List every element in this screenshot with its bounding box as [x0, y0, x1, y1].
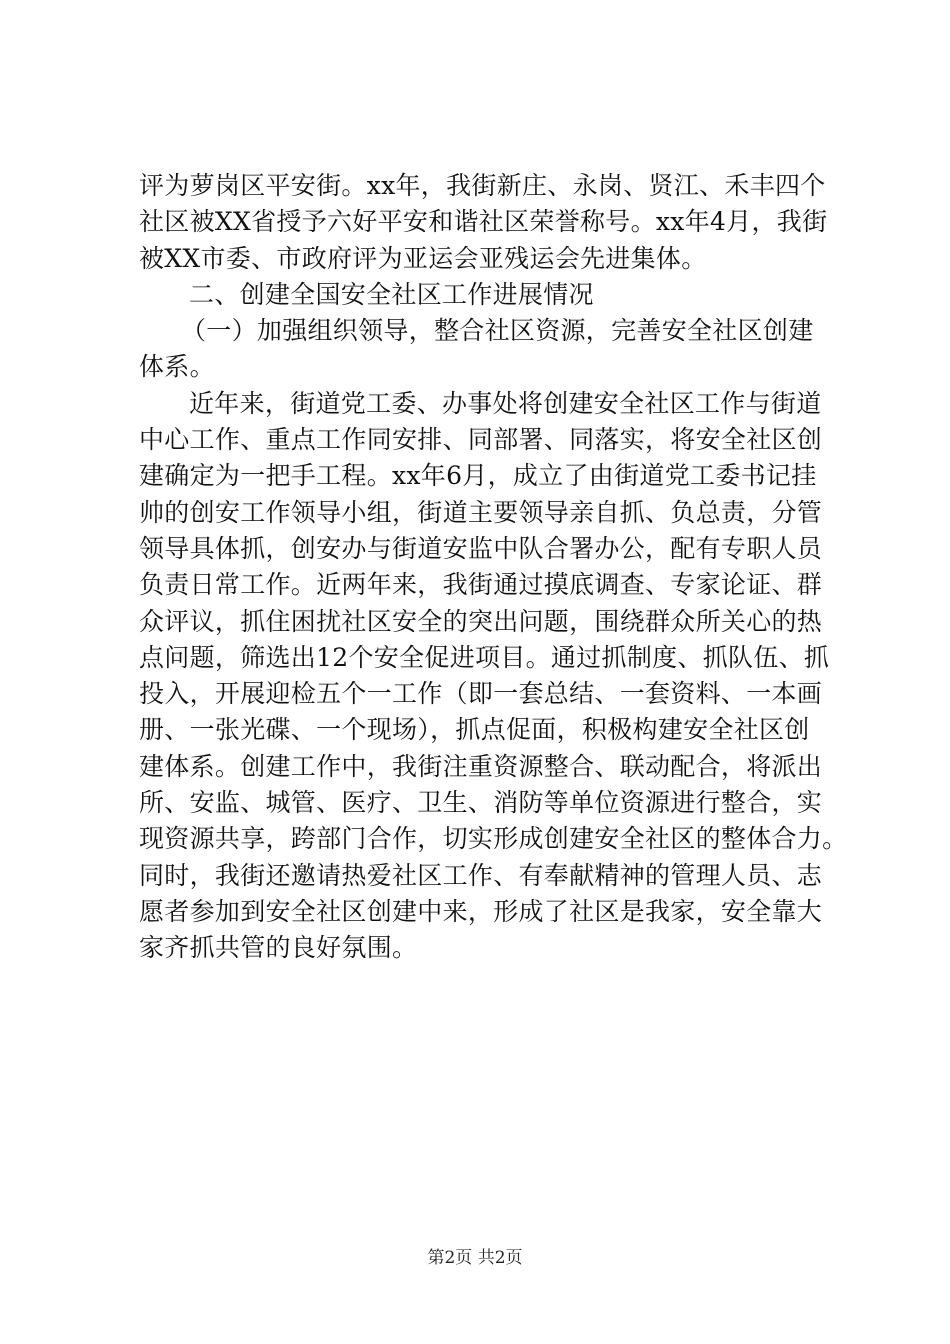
- text-line: 众评议，抓住困扰社区安全的突出问题，围绕群众所关心的热: [139, 606, 823, 636]
- text-line: 建体系。创建工作中，我街注重资源整合、联动配合，将派出: [139, 751, 823, 781]
- text-line: 现资源共享，跨部门合作，切实形成创建安全社区的整体合力。: [139, 824, 848, 854]
- text-line: 所、安监、城管、医疗、卫生、消防等单位资源进行整合，实: [139, 788, 823, 818]
- text-line: 愿者参加到安全社区创建中来，形成了社区是我家，安全靠大: [139, 896, 823, 926]
- document-body: [139, 168, 848, 967]
- text-line: 点问题，筛选出12个安全促进项目。通过抓制度、抓队伍、抓: [139, 642, 830, 672]
- text-line: 家齐抓共管的良好氛围。: [139, 933, 418, 963]
- text-line: 近年来，街道党工委、办事处将创建安全社区工作与街道: [189, 388, 822, 418]
- section-heading: 二、创建全国安全社区工作进展情况: [189, 279, 594, 309]
- page-number: 第2页 共2页: [427, 1248, 523, 1268]
- text-line: 册、一张光碟、一个现场），抓点促面，积极构建安全社区创: [139, 715, 810, 745]
- subsection-heading: （一）加强组织领导，整合社区资源，完善安全社区创建: [181, 316, 814, 346]
- text-line: 社区被XX省授予六好平安和谐社区荣誉称号。xx年4月，我街: [139, 207, 828, 237]
- text-line: 同时，我街还邀请热爱社区工作、有奉献精神的管理人员、志: [139, 860, 823, 890]
- text-line: 建确定为一把手工程。xx年6月，成立了由街道党工委书记挂: [139, 461, 817, 491]
- text-line: 体系。: [139, 352, 215, 382]
- text-line: 评为萝岗区平安街。xx年，我街新庄、永岗、贤江、禾丰四个: [139, 171, 826, 200]
- text-line: 领导具体抓，创安办与街道安监中队合署办公，配有专职人员: [139, 533, 823, 563]
- text-line: 中心工作、重点工作同安排、同部署、同落实，将安全社区创: [139, 425, 823, 455]
- text-line: 帅的创安工作领导小组，街道主要领导亲自抓、负总责，分管: [139, 497, 823, 527]
- text-line: 被XX市委、市政府评为亚运会亚残运会先进集体。: [139, 243, 707, 273]
- text-line: 负责日常工作。近两年来，我街通过摸底调查、专家论证、群: [139, 570, 823, 600]
- text-line: 投入，开展迎检五个一工作（即一套总结、一套资料、一本画: [139, 679, 823, 709]
